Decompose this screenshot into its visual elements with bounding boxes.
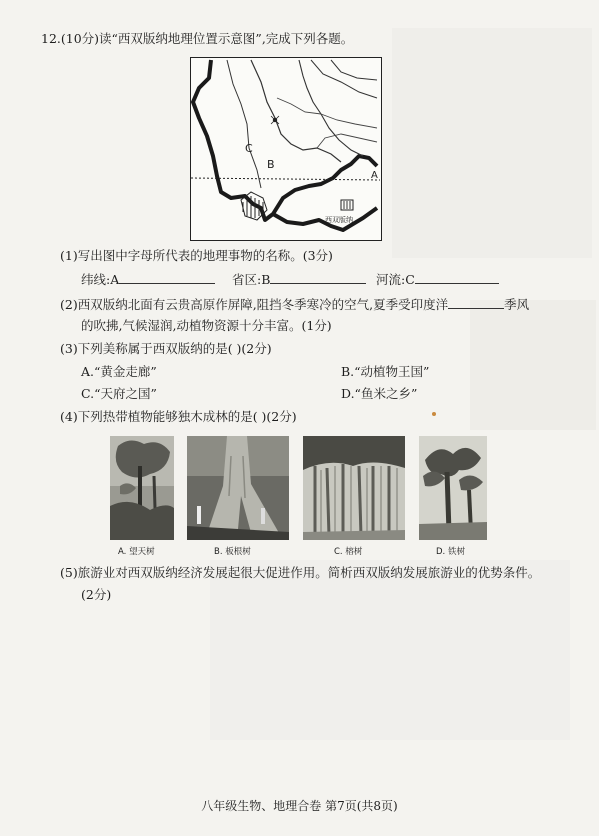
q3-option-c[interactable]: C.“天府之国” xyxy=(81,386,157,401)
q1-label-a xyxy=(81,271,215,288)
bleed-through-top-right xyxy=(392,28,592,258)
q2-line1-end: 季风 xyxy=(504,297,530,312)
q3-option-a[interactable]: A.“黄金走廊” xyxy=(81,364,157,379)
q1-label-b xyxy=(232,271,366,288)
q3-text: (3)下列美称属于西双版纳的是( )(2分) xyxy=(60,341,272,356)
blank-a-input[interactable] xyxy=(119,271,215,284)
cycad-tree-image xyxy=(419,436,487,540)
map-legend-label: 西双版纳 xyxy=(325,216,353,224)
q3-option-d[interactable]: D.“鱼米之乡” xyxy=(341,386,418,401)
plank-root-tree-image xyxy=(187,436,289,540)
q4-text: (4)下列热带植物能够独木成林的是( )(2分) xyxy=(60,409,297,424)
map-drawing xyxy=(191,58,380,239)
map-letter-b: B xyxy=(267,158,275,171)
photo-cycad-tree xyxy=(419,436,487,540)
bleed-through-bottom xyxy=(210,560,570,740)
q1-label-c xyxy=(376,271,499,288)
page-footer: 八年级生物、地理合卷 第7页(共8页) xyxy=(201,799,398,813)
caption-d[interactable]: D. 铁树 xyxy=(436,547,465,557)
banyan-tree-image xyxy=(303,436,405,540)
q5-line2: (2分) xyxy=(81,587,112,602)
blank-c-input[interactable] xyxy=(415,271,499,284)
xishuangbanna-location-map xyxy=(190,57,382,241)
q1-label-c-text: 河流:C xyxy=(376,272,415,287)
photo-wangtian-tree xyxy=(110,436,174,540)
map-letter-a: A xyxy=(371,170,378,181)
map-letter-c: C xyxy=(245,142,253,155)
q2-line1-start: (2)西双版纳北面有云贵高原作屏障,阻挡冬季寒冷的空气,夏季受印度洋 xyxy=(60,297,449,312)
question-header: 12.(10分)读“西双版纳地理位置示意图”,完成下列各题。 xyxy=(41,31,354,46)
bleed-through-mid-right xyxy=(470,300,596,430)
photo-banyan-tree xyxy=(303,436,405,540)
wangtian-tree-image xyxy=(110,436,174,540)
q2-monsoon-input[interactable] xyxy=(448,296,504,309)
q1-text: (1)写出图中字母所代表的地理事物的名称。(3分) xyxy=(60,248,333,263)
ink-dot xyxy=(432,412,436,416)
q3-option-b[interactable]: B.“动植物王国” xyxy=(341,364,430,379)
caption-a[interactable]: A. 望天树 xyxy=(118,547,155,557)
photo-plank-root-tree xyxy=(187,436,289,540)
q2-line1 xyxy=(60,296,529,313)
q5-line1: (5)旅游业对西双版纳经济发展起很大促进作用。简析西双版纳发展旅游业的优势条件。 xyxy=(60,565,541,580)
q1-label-a-text: 纬线:A xyxy=(81,272,120,287)
q2-line2: 的吹拂,气候湿润,动植物资源十分丰富。(1分) xyxy=(81,318,332,333)
caption-b[interactable]: B. 板根树 xyxy=(214,547,251,557)
q1-label-b-text: 省区:B xyxy=(232,272,271,287)
blank-b-input[interactable] xyxy=(270,271,366,284)
caption-c[interactable]: C. 榕树 xyxy=(334,547,363,557)
